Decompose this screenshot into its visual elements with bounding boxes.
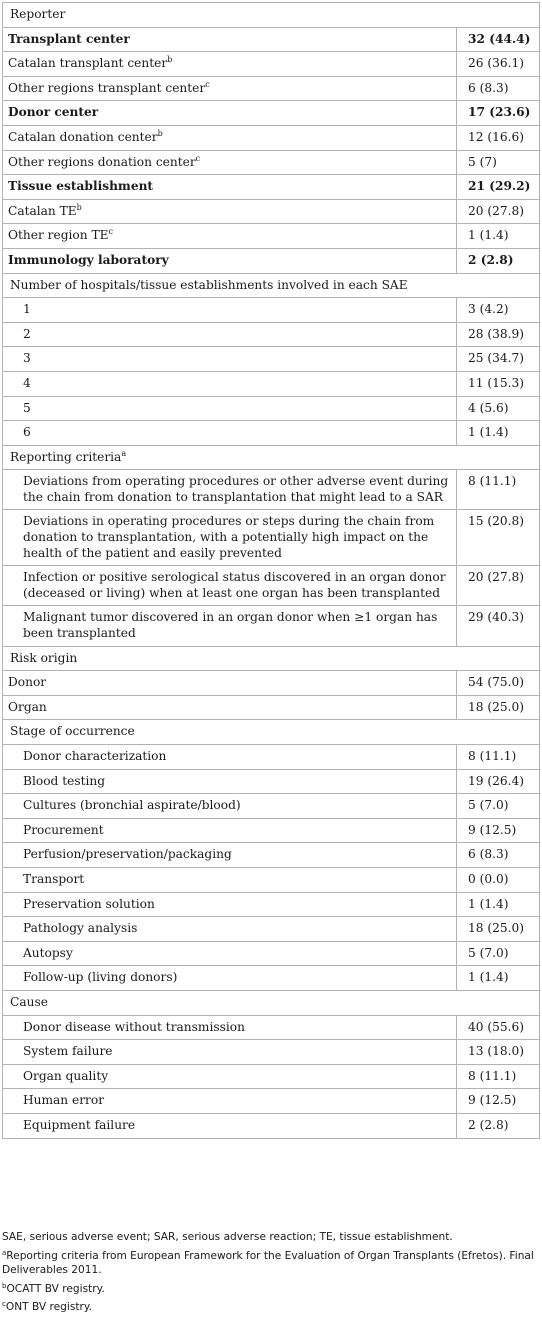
row-value: 5 (7.0) bbox=[457, 941, 540, 966]
row-value: 0 (0.0) bbox=[457, 867, 540, 892]
row-value: 54 (75.0) bbox=[457, 671, 540, 696]
row-label: 3 bbox=[3, 347, 457, 372]
table-row bbox=[3, 248, 540, 273]
section-title: Reporting criteria$^a$ bbox=[3, 445, 540, 470]
row-value: 6 (8.3) bbox=[457, 843, 540, 868]
row-label: Follow-up (living donors) bbox=[3, 966, 457, 991]
row-value: 3 (4.2) bbox=[457, 298, 540, 323]
table-row bbox=[3, 347, 540, 372]
row-value: 8 (11.1) bbox=[457, 745, 540, 770]
section-header-row bbox=[3, 273, 540, 298]
row-label: Catalan transplant center$^b$ bbox=[3, 52, 457, 77]
row-label: Catalan donation center$^b$ bbox=[3, 125, 457, 150]
table-row bbox=[3, 371, 540, 396]
table-row bbox=[3, 224, 540, 249]
row-label: Preservation solution bbox=[3, 892, 457, 917]
row-value: 20 (27.8) bbox=[457, 199, 540, 224]
table-row bbox=[3, 27, 540, 52]
table-row bbox=[3, 794, 540, 819]
section-header-row bbox=[3, 646, 540, 671]
row-value: 1 (1.4) bbox=[457, 966, 540, 991]
footnote-c: $^c$ONT BV registry. bbox=[2, 1300, 92, 1314]
row-label: Donor bbox=[3, 671, 457, 696]
row-label: Other regions transplant center$^c$ bbox=[3, 76, 457, 101]
row-value: 4 (5.6) bbox=[457, 396, 540, 421]
table-footnotes bbox=[2, 1230, 540, 1319]
table-row bbox=[3, 941, 540, 966]
row-label: Equipment failure bbox=[3, 1113, 457, 1138]
row-label: Donor center bbox=[3, 101, 457, 126]
row-label: Deviations in operating procedures or steps during the chain from donation to transplantation, with a potentially high impact on the health of the patient and easily prevented bbox=[3, 510, 457, 566]
table-row bbox=[3, 199, 540, 224]
row-value: 18 (25.0) bbox=[457, 695, 540, 720]
row-label: Other region $TE^c$ bbox=[3, 224, 457, 249]
row-label: Human error bbox=[3, 1089, 457, 1114]
row-value: 11 (15.3) bbox=[457, 371, 540, 396]
row-value: 21 (29.2) bbox=[457, 175, 540, 200]
row-value: 1 (1.4) bbox=[457, 892, 540, 917]
row-label: Immunology laboratory bbox=[3, 248, 457, 273]
table-row bbox=[3, 867, 540, 892]
sae-characteristics-table bbox=[2, 2, 540, 1139]
row-value: 5 (7) bbox=[457, 150, 540, 175]
table-row bbox=[3, 470, 540, 510]
row-value: 20 (27.8) bbox=[457, 566, 540, 606]
row-value: 9 (12.5) bbox=[457, 818, 540, 843]
row-value: 5 (7.0) bbox=[457, 794, 540, 819]
row-label: Pathology analysis bbox=[3, 917, 457, 942]
table-row bbox=[3, 769, 540, 794]
row-label: Transplant center bbox=[3, 27, 457, 52]
table-row bbox=[3, 510, 540, 566]
row-value: 32 (44.4) bbox=[457, 27, 540, 52]
row-value: 6 (8.3) bbox=[457, 76, 540, 101]
footnote-a: $^a$Reporting criteria from European Framework for the Evaluation of Organ Transplants (Efretos). Final Deliverables 2011. bbox=[2, 1248, 534, 1277]
row-label: 4 bbox=[3, 371, 457, 396]
table-row bbox=[3, 150, 540, 175]
row-label: Donor characterization bbox=[3, 745, 457, 770]
row-label: Organ quality bbox=[3, 1064, 457, 1089]
table-row bbox=[3, 1015, 540, 1040]
table-row bbox=[3, 671, 540, 696]
row-label: 1 bbox=[3, 298, 457, 323]
row-value: 1 (1.4) bbox=[457, 224, 540, 249]
table-row bbox=[3, 917, 540, 942]
row-label: Transport bbox=[3, 867, 457, 892]
section-title: Cause bbox=[3, 990, 540, 1015]
row-label: Deviations from operating procedures or other adverse event during the chain from donation to transplantation that might lead to a SAR bbox=[3, 470, 457, 510]
row-label: Catalan $TE^b$ bbox=[3, 199, 457, 224]
table-row bbox=[3, 843, 540, 868]
row-value: 19 (26.4) bbox=[457, 769, 540, 794]
section-title: Risk origin bbox=[3, 646, 540, 671]
table-row bbox=[3, 606, 540, 646]
row-label: Blood testing bbox=[3, 769, 457, 794]
footnote-abbreviations: SAE, serious adverse event; SAR, serious adverse reaction; TE, tissue establishment. bbox=[2, 1231, 453, 1243]
row-value: 40 (55.6) bbox=[457, 1015, 540, 1040]
table-row bbox=[3, 175, 540, 200]
row-value: 28 (38.9) bbox=[457, 322, 540, 347]
table-row bbox=[3, 1089, 540, 1114]
row-label: Infection or positive serological status discovered in an organ donor (deceased or living) when at least one organ has been transplanted bbox=[3, 566, 457, 606]
row-label: 6 bbox=[3, 421, 457, 446]
row-value: 1 (1.4) bbox=[457, 421, 540, 446]
row-label: Procurement bbox=[3, 818, 457, 843]
row-value: 26 (36.1) bbox=[457, 52, 540, 77]
row-label: Cultures (bronchial aspirate/blood) bbox=[3, 794, 457, 819]
row-label: Tissue establishment bbox=[3, 175, 457, 200]
row-label: 2 bbox=[3, 322, 457, 347]
table-row bbox=[3, 695, 540, 720]
row-value: 8 (11.1) bbox=[457, 470, 540, 510]
table-row bbox=[3, 1113, 540, 1138]
row-label: Perfusion/preservation/packaging bbox=[3, 843, 457, 868]
row-value: 17 (23.6) bbox=[457, 101, 540, 126]
footnote-b: $^b$OCATT BV registry. bbox=[2, 1281, 105, 1295]
section-header-row bbox=[3, 720, 540, 745]
table-row bbox=[3, 101, 540, 126]
table-row bbox=[3, 322, 540, 347]
table-row bbox=[3, 966, 540, 991]
table-row bbox=[3, 52, 540, 77]
table-body bbox=[3, 3, 540, 1139]
row-value: 2 (2.8) bbox=[457, 1113, 540, 1138]
table-row bbox=[3, 396, 540, 421]
section-header-row bbox=[3, 445, 540, 470]
row-label: Autopsy bbox=[3, 941, 457, 966]
table-row bbox=[3, 298, 540, 323]
row-label: Organ bbox=[3, 695, 457, 720]
table-row bbox=[3, 566, 540, 606]
table-row bbox=[3, 892, 540, 917]
row-label: 5 bbox=[3, 396, 457, 421]
section-header-row bbox=[3, 990, 540, 1015]
section-header-row bbox=[3, 3, 540, 28]
row-value: 18 (25.0) bbox=[457, 917, 540, 942]
row-value: 2 (2.8) bbox=[457, 248, 540, 273]
row-value: 12 (16.6) bbox=[457, 125, 540, 150]
table-row bbox=[3, 745, 540, 770]
row-value: 13 (18.0) bbox=[457, 1040, 540, 1065]
row-label: Malignant tumor discovered in an organ donor when ≥1 organ has been transplanted bbox=[3, 606, 457, 646]
row-value: 9 (12.5) bbox=[457, 1089, 540, 1114]
section-title: Number of hospitals/tissue establishments involved in each SAE bbox=[3, 273, 540, 298]
table-row bbox=[3, 1064, 540, 1089]
row-value: 25 (34.7) bbox=[457, 347, 540, 372]
table-row bbox=[3, 76, 540, 101]
row-value: 29 (40.3) bbox=[457, 606, 540, 646]
section-title: Reporter bbox=[3, 3, 540, 28]
table-row bbox=[3, 125, 540, 150]
row-value: 8 (11.1) bbox=[457, 1064, 540, 1089]
table-row bbox=[3, 421, 540, 446]
table-row bbox=[3, 818, 540, 843]
table-row bbox=[3, 1040, 540, 1065]
row-label: System failure bbox=[3, 1040, 457, 1065]
row-label: Other regions donation center$^c$ bbox=[3, 150, 457, 175]
section-title: Stage of occurrence bbox=[3, 720, 540, 745]
row-value: 15 (20.8) bbox=[457, 510, 540, 566]
row-label: Donor disease without transmission bbox=[3, 1015, 457, 1040]
